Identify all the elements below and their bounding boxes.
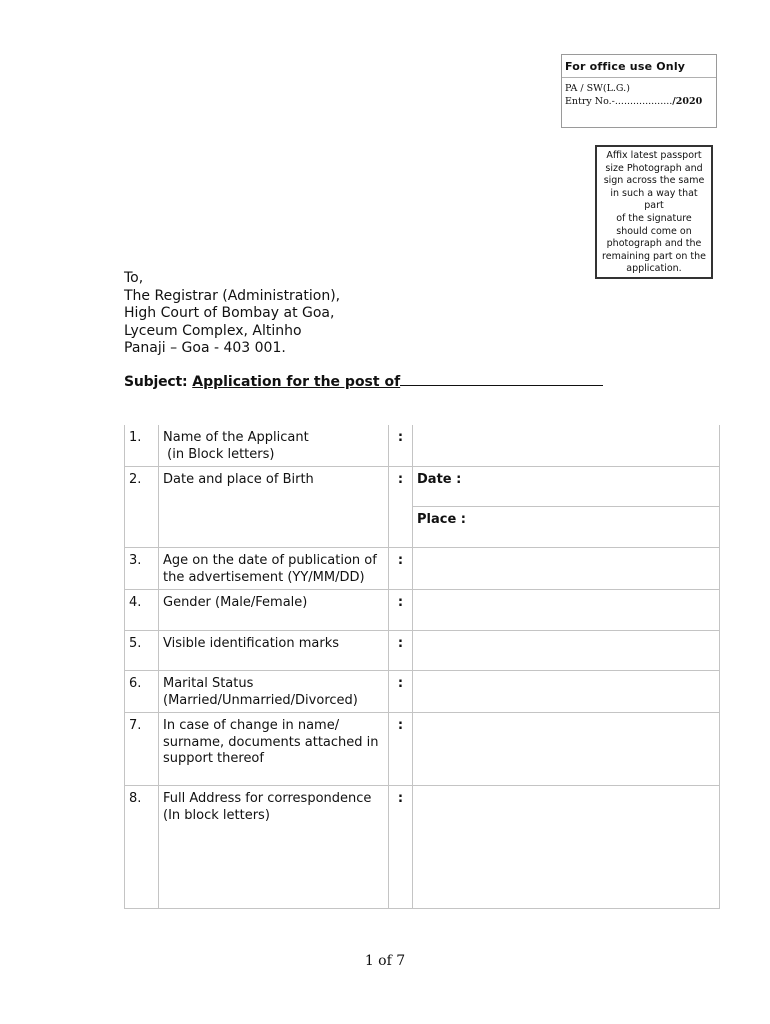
label-line: Full Address for correspondence bbox=[163, 791, 372, 806]
photo-affix-box[interactable] bbox=[595, 145, 713, 279]
recipient-address bbox=[124, 270, 340, 358]
colon-separator: : bbox=[389, 467, 413, 548]
subject-title: Application for the post of bbox=[192, 374, 401, 390]
label-line: Name of the Applicant bbox=[163, 430, 309, 445]
label-line: Marital Status bbox=[163, 676, 254, 691]
row-number: 5. bbox=[125, 631, 159, 671]
entry-number-prefix: Entry No.-................... bbox=[565, 96, 673, 107]
label-line: Age on the date of publication of bbox=[163, 553, 377, 568]
address-line: High Court of Bombay at Goa, bbox=[124, 305, 335, 321]
colon-separator: : bbox=[389, 631, 413, 671]
address-line: The Registrar (Administration), bbox=[124, 287, 341, 304]
label-line: surname, documents attached in bbox=[163, 734, 379, 750]
label-line: (In block letters) bbox=[163, 807, 270, 823]
photo-instruction-line: application. bbox=[626, 263, 682, 275]
birth-place-field[interactable] bbox=[413, 507, 720, 548]
correspondence-address-field[interactable] bbox=[413, 786, 720, 909]
photo-instruction-line: Affix latest passport bbox=[606, 150, 702, 161]
photo-instruction-line: remaining part on the bbox=[602, 250, 706, 262]
name-change-field[interactable] bbox=[413, 713, 720, 786]
gender-field[interactable] bbox=[413, 590, 720, 631]
label-line: the advertisement (YY/MM/DD) bbox=[163, 569, 365, 585]
birth-date-field[interactable] bbox=[413, 467, 720, 507]
photo-instruction-line: of the signature bbox=[616, 212, 692, 224]
office-use-box bbox=[561, 54, 717, 128]
page-number: 1 of 7 bbox=[364, 953, 406, 969]
label-line: In case of change in name/ bbox=[163, 718, 340, 733]
field-label-identification-marks bbox=[159, 631, 389, 671]
photo-instruction-line: should come on bbox=[616, 225, 692, 237]
subject-line bbox=[124, 374, 603, 390]
row-number: 2. bbox=[125, 467, 159, 548]
identification-marks-field[interactable] bbox=[413, 631, 720, 671]
photo-instruction-line: sign across the same bbox=[603, 175, 705, 187]
colon-separator: : bbox=[389, 548, 413, 590]
row-number: 6. bbox=[125, 671, 159, 713]
address-line: To, bbox=[124, 270, 144, 286]
table-row bbox=[125, 590, 720, 631]
colon-separator: : bbox=[389, 671, 413, 713]
age-field[interactable] bbox=[413, 548, 720, 590]
label-line: Date and place of Birth bbox=[163, 472, 314, 487]
colon-separator: : bbox=[389, 590, 413, 631]
colon-separator: : bbox=[389, 425, 413, 467]
address-line: Lyceum Complex, Altinho bbox=[124, 322, 302, 339]
photo-instruction-line: part bbox=[644, 200, 664, 212]
date-label: Date : bbox=[417, 472, 462, 487]
field-label-gender bbox=[159, 590, 389, 631]
row-number: 3. bbox=[125, 548, 159, 590]
row-number: 1. bbox=[125, 425, 159, 467]
field-label-applicant-name bbox=[159, 425, 389, 467]
table-row bbox=[125, 786, 720, 909]
label-line: support thereof bbox=[163, 751, 264, 766]
field-label-age bbox=[159, 548, 389, 590]
table-row bbox=[125, 548, 720, 590]
application-form-table bbox=[124, 425, 720, 909]
field-label-marital-status bbox=[159, 671, 389, 713]
label-line: Gender (Male/Female) bbox=[163, 595, 308, 610]
office-use-entry-number bbox=[562, 95, 716, 108]
field-label-birth bbox=[159, 467, 389, 548]
table-row bbox=[125, 713, 720, 786]
office-use-category: PA / SW(L.G.) bbox=[565, 83, 630, 94]
label-line: (in Block letters) bbox=[163, 446, 275, 462]
table-row bbox=[125, 671, 720, 713]
photo-instruction-line: size Photograph and bbox=[605, 162, 703, 174]
row-number: 8. bbox=[125, 786, 159, 909]
label-line: (Married/Unmarried/Divorced) bbox=[163, 692, 358, 708]
office-use-heading: For office use Only bbox=[562, 55, 716, 78]
entry-number-year: /2020 bbox=[672, 96, 703, 107]
field-label-correspondence-address bbox=[159, 786, 389, 909]
label-line: Visible identification marks bbox=[163, 636, 340, 651]
photo-instruction-line: photograph and the bbox=[606, 238, 702, 250]
row-number: 7. bbox=[125, 713, 159, 786]
subject-label: Subject: bbox=[124, 374, 188, 390]
field-label-name-change bbox=[159, 713, 389, 786]
post-name-blank[interactable] bbox=[400, 384, 603, 386]
address-line: Panaji – Goa - 403 001. bbox=[124, 340, 286, 356]
colon-separator: : bbox=[389, 786, 413, 909]
place-label: Place : bbox=[417, 512, 467, 527]
table-row bbox=[125, 467, 720, 507]
applicant-name-field[interactable] bbox=[413, 425, 720, 467]
photo-instruction-line: in such a way that bbox=[610, 187, 698, 199]
colon-separator: : bbox=[389, 713, 413, 786]
table-row bbox=[125, 425, 720, 467]
marital-status-field[interactable] bbox=[413, 671, 720, 713]
row-number: 4. bbox=[125, 590, 159, 631]
table-row bbox=[125, 631, 720, 671]
